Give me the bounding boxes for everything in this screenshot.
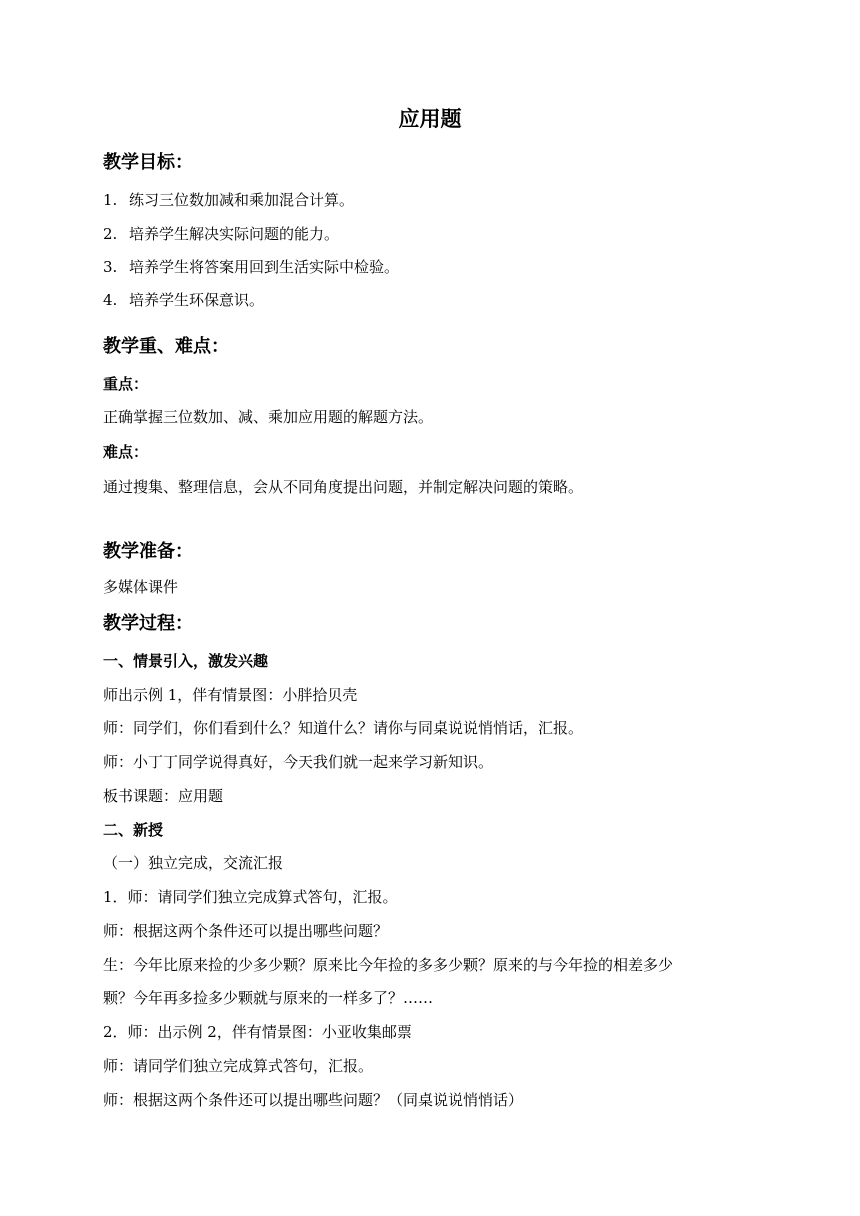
section2-line: 师：请同学们独立完成算式答句，汇报。 [103, 1057, 374, 1075]
section1-title: 一、情景引入，激发兴趣 [103, 652, 269, 670]
objective-text: 练习三位数加减和乘加混合计算。 [129, 191, 355, 209]
section2-line: 师：根据这两个条件还可以提出哪些问题？ [103, 922, 389, 940]
section2-line: 生：今年比原来捡的少多少颗？原来比今年捡的多多少颗？原来的与今年捡的相差多少 [103, 956, 674, 974]
key-text: 正确掌握三位数加、减、乘加应用题的解题方法。 [103, 408, 434, 426]
objective-item [103, 289, 264, 311]
objective-number: 2. [103, 225, 118, 243]
difficult-label: 难点： [103, 443, 149, 461]
key-points-heading: 教学重、难点： [103, 336, 229, 357]
section2-line: 颗？今年再多捡多少颗就与原来的一样多了？…… [103, 989, 434, 1007]
section2-line: 1．师：请同学们独立完成算式答句，汇报。 [103, 888, 398, 906]
section2-line: 2．师：出示例 2，伴有情景图：小亚收集邮票 [103, 1023, 412, 1041]
objective-number: 1. [103, 191, 118, 209]
objective-item [103, 189, 354, 211]
objective-text: 培养学生环保意识。 [129, 291, 265, 309]
section2-line: 师：根据这两个条件还可以提出哪些问题？（同桌说说悄悄话） [103, 1091, 524, 1109]
objectives-heading: 教学目标： [103, 152, 193, 173]
process-heading: 教学过程： [103, 613, 193, 634]
section2-title: 二、新授 [103, 821, 164, 839]
objective-item [103, 223, 339, 245]
section1-line: 师：小丁丁同学说得真好，今天我们就一起来学习新知识。 [103, 753, 494, 771]
key-label: 重点： [103, 375, 149, 393]
objective-text: 培养学生解决实际问题的能力。 [129, 225, 340, 243]
objective-number: 3. [103, 258, 118, 276]
section1-line: 师：同学们，你们看到什么？知道什么？请你与同桌说说悄悄话，汇报。 [103, 719, 584, 737]
section1-line: 板书课题：应用题 [103, 787, 224, 805]
difficult-text: 通过搜集、整理信息，会从不同角度提出问题，并制定解决问题的策略。 [103, 478, 584, 496]
document-title: 应用题 [398, 107, 462, 131]
preparation-text: 多媒体课件 [103, 578, 179, 596]
objective-number: 4. [103, 291, 118, 309]
section2-line: （一）独立完成，交流汇报 [103, 854, 284, 872]
objective-item [103, 256, 399, 278]
objective-text: 培养学生将答案用回到生活实际中检验。 [129, 258, 400, 276]
preparation-heading: 教学准备： [103, 541, 193, 562]
section1-line: 师出示例 1，伴有情景图：小胖拾贝壳 [103, 686, 358, 704]
